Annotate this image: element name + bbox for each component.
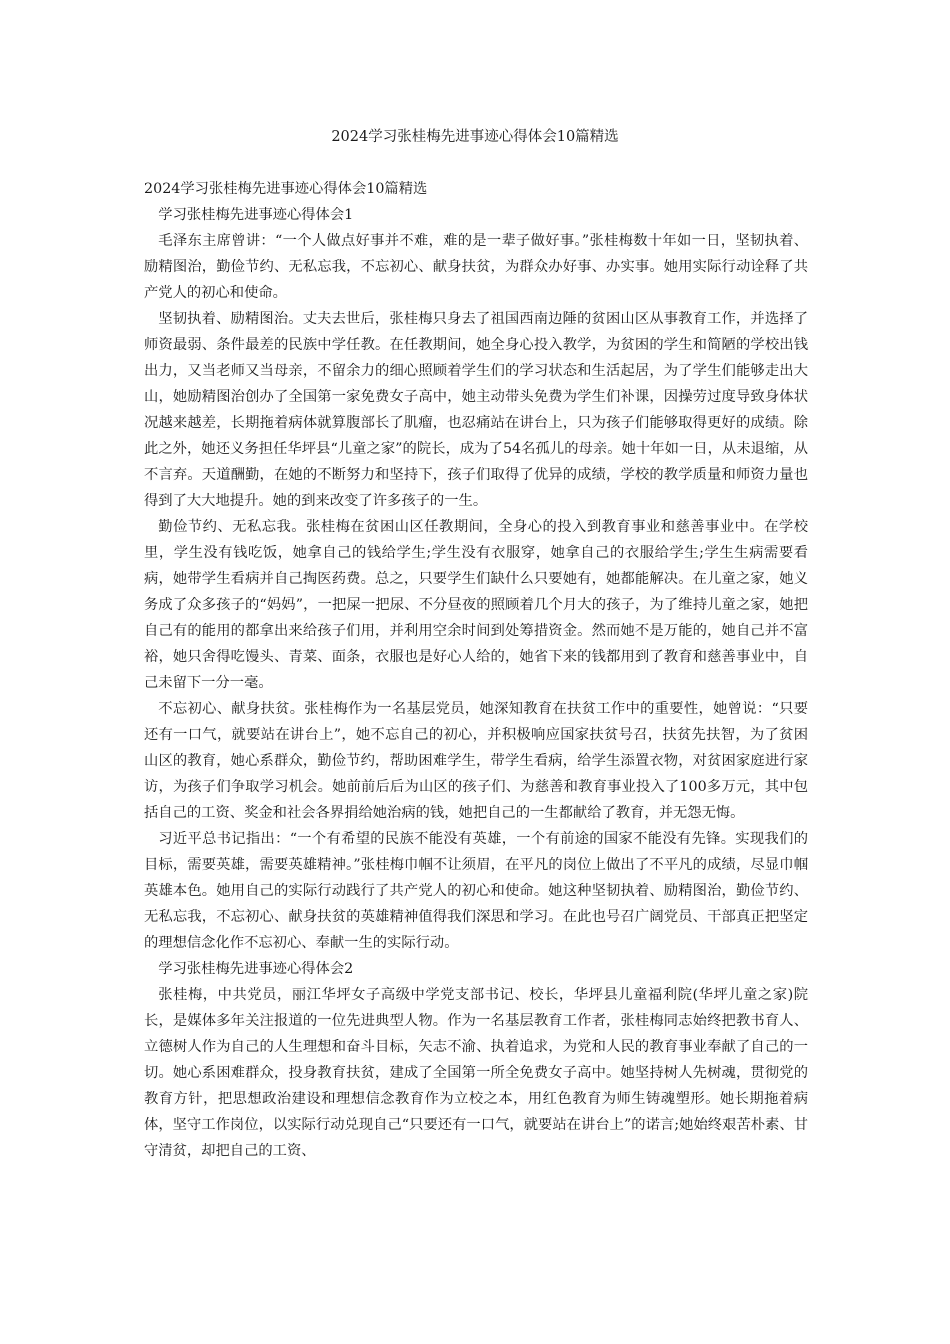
paragraph: 张桂梅，中共党员，丽江华坪女子高级中学党支部书记、校长，华坪县儿童福利院(华坪儿童之家)院长，是媒体多年关注报道的一位先进典型人物。作为一名基层教育工作者，张桂梅同志始终把教书育人、立德树人作为自己的人生理想和奋斗目标，矢志不渝、执着追求，为党和人民的教育事业奉献了自己的一切。她心系困难群众，投身教育扶贫，建成了全国第一所全免费女子高中。她坚持树人先树魂，贯彻党的教育方针，把思想政治建设和理想信念教育作为立校之本，用红色教育为师生铸魂塑形。她长期拖着病体，坚守工作岗位，以实际行动兑现自己“只要还有一口气，就要站在讲台上”的诺言;她始终艰苦朴素、甘守清贫，却把自己的工资、: [144, 987, 808, 1159]
paragraph: 毛泽东主席曾讲：“一个人做点好事并不难，难的是一辈子做好事。”张桂梅数十年如一日，坚韧执着、励精图治，勤俭节约、无私忘我，不忘初心、献身扶贫，为群众办好事、办实事。她用实际行动诠释了共产党人的初心和使命。: [144, 233, 808, 301]
paragraph: 不忘初心、献身扶贫。张桂梅作为一名基层党员，她深知教育在扶贫工作中的重要性，她曾说：“只要还有一口气，就要站在讲台上”，她不忘自己的初心，并积极响应国家扶贫号召，扶贫先扶智，为了贫困山区的教育，她心系群众，勤俭节约，帮助困难学生，带学生看病，给学生添置衣物，对贫困家庭进行家访，为孩子们争取学习机会。她前前后后为山区的孩子们、为慈善和教育事业投入了100多万元，其中包括自己的工资、奖金和社会各界捐给她治病的钱，她把自己的一生都献给了教育，并无怨无悔。: [144, 701, 808, 821]
document-title: 2024学习张桂梅先进事迹心得体会10篇精选: [331, 129, 619, 145]
section-heading-1: 学习张桂梅先进事迹心得体会1: [158, 207, 354, 223]
paragraph: 勤俭节约、无私忘我。张桂梅在贫困山区任教期间，全身心的投入到教育事业和慈善事业中。在学校里，学生没有钱吃饭，她拿自己的钱给学生;学生没有衣服穿，她拿自己的衣服给学生;学生生病需要看病，她带学生看病并自己掏医药费。总之，只要学生们缺什么只要她有，她都能解决。在儿童之家，她义务成了众多孩子的“妈妈”，一把屎一把尿、不分昼夜的照顾着几个月大的孩子，为了维持儿童之家，她把自己有的能用的都拿出来给孩子们用，并利用空余时间到处筹措资金。然而她不是万能的，她自己并不富裕，她只舍得吃馒头、青菜、面条，衣服也是好心人给的，她省下来的钱都用到了教育和慈善事业中，自己未留下一分一毫。: [144, 519, 808, 691]
section-heading-2: 学习张桂梅先进事迹心得体会2: [158, 961, 354, 977]
document-body: [144, 176, 808, 1164]
paragraph: 坚韧执着、励精图治。丈夫去世后，张桂梅只身去了祖国西南边陲的贫困山区从事教育工作，并选择了师资最弱、条件最差的民族中学任教。在任教期间，她全身心投入教学，为贫困的学生和简陋的学校出钱出力，又当老师又当母亲，不留余力的细心照顾着学生们的学习状态和生活起居，为了学生们能够走出大山，她励精图治创办了全国第一家免费女子高中，她主动带头免费为学生们补课，因操劳过度导致身体状况越来越差，长期拖着病体就算腹部长了肌瘤，也忍痛站在讲台上，只为孩子们能够取得更好的成绩。除此之外，她还义务担任华坪县“儿童之家”的院长，成为了54名孤儿的母亲。她十年如一日，从未退缩，从不言弃。天道酬勤，在她的不断努力和坚持下，孩子们取得了优异的成绩，学校的教学质量和师资力量也得到了大大地提升。她的到来改变了许多孩子的一生。: [144, 311, 808, 509]
document-heading: 2024学习张桂梅先进事迹心得体会10篇精选: [144, 181, 428, 197]
paragraph: 习近平总书记指出：“一个有希望的民族不能没有英雄，一个有前途的国家不能没有先锋。实现我们的目标，需要英雄，需要英雄精神。”张桂梅巾帼不让须眉，在平凡的岗位上做出了不平凡的成绩，尽显巾帼英雄本色。她用自己的实际行动践行了共产党人的初心和使命。她这种坚韧执着、励精图治，勤俭节约、无私忘我，不忘初心、献身扶贫的英雄精神值得我们深思和学习。在此也号召广阔党员、干部真正把坚定的理想信念化作不忘初心、奉献一生的实际行动。: [144, 831, 808, 951]
